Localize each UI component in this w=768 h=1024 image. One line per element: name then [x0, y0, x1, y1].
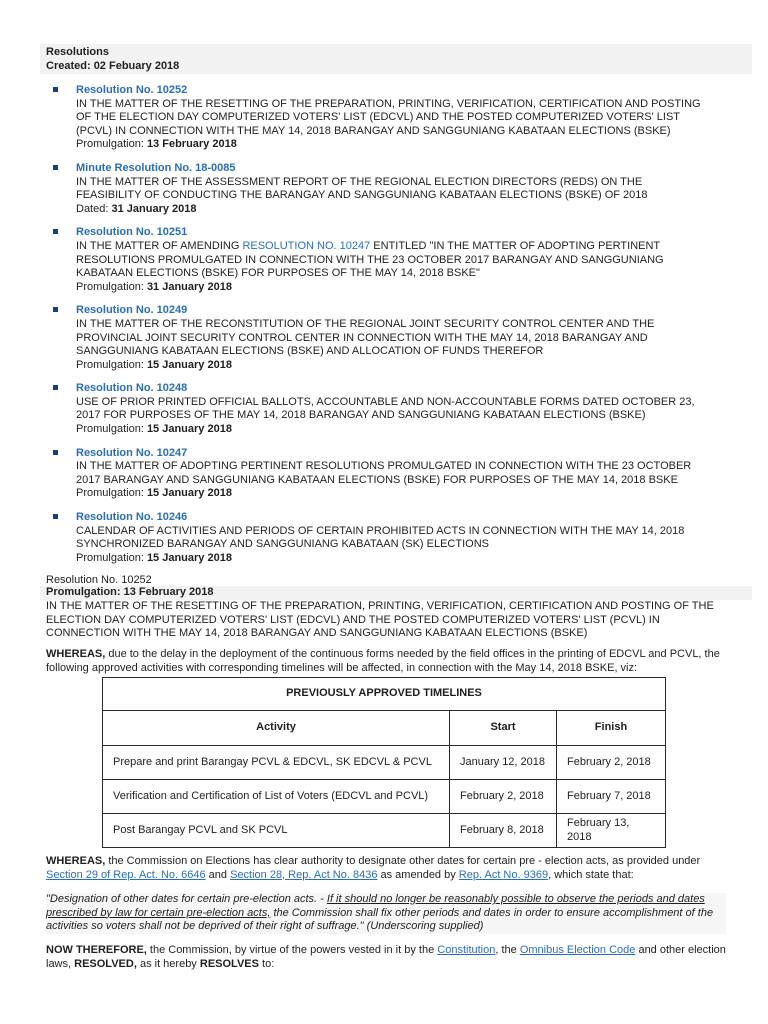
detail-title: IN THE MATTER OF THE RESETTING OF THE PREPARATION, PRINTING, VERIFICATION, CERTIFICATION AND POSTING OF THE ELECTION DAY COMPUTERIZED VOTERS' LIST (EDCVL) AND THE POSTED COMPUTERIZED VOTERS' LIST (PCVL) IN CONNECTION WITH THE MAY 14, 2018 BARANGAY AND SANGGUNIANG KABATAAN ELECTIONS (BSKE) [46, 600, 714, 640]
link-section-29-ra-6646[interactable]: Section 29 of Rep. Act. No. 6646 [46, 868, 206, 881]
whereas-paragraph-2: WHEREAS, the Commission on Elections has clear authority to designate other dates for certain pre - election acts, as provided under Section 29 of Rep. Act. No. 6646 and Section 28, Rep. Act No. 8436 as amended by Rep. Act No. 9369, which state that: [46, 855, 701, 881]
resolution-link-10247[interactable]: Resolution No. 10247 [76, 446, 188, 459]
table-row [103, 814, 666, 848]
resolution-date: 15 January 2018 [146, 358, 232, 371]
start-cell: January 12, 2018 [450, 746, 557, 780]
bullet-icon [53, 514, 58, 519]
created-line: Created: 02 Febuary 2018 [46, 60, 180, 72]
list-item: Resolution No. 10252 IN THE MATTER OF THE RESETTING OF THE PREPARATION, PRINTING, VERIFICATION, CERTIFICATION AND POSTING OF THE ELECTION DAY COMPUTERIZED VOTERS' LIST (EDCVL) AND THE POSTED COMPUTERIZED VOTERS' LIST (PCVL) IN CONNECTION WITH THE MAY 14, 2018 BARANGAY AND SANGGUNIANG KABATAAN ELECTIONS (BSKE) Promulgation: 13 February 2018 [0, 84, 768, 152]
resolution-date: 15 January 2018 [146, 487, 232, 500]
resolution-link-10246[interactable]: Resolution No. 10246 [76, 511, 188, 524]
finish-cell: February 13, 2018 [557, 814, 666, 848]
bullet-icon [53, 450, 58, 455]
resolution-link-10249[interactable]: Resolution No. 10249 [76, 304, 188, 317]
bullet-icon [53, 165, 58, 170]
link-ra-9369[interactable]: Rep. Act No. 9369 [458, 868, 549, 881]
timelines-table [102, 677, 666, 848]
list-item: Minute Resolution No. 18-0085 IN THE MATTER OF THE ASSESSMENT REPORT OF THE REGIONAL ELECTION DIRECTORS (REDS) ON THE FEASIBILITY OF CONDUCTING THE BARANGAY AND SANGGUNIANG KABATAAN ELECTIONS (BSKE) OF 2018 Dated: 31 January 2018 [0, 162, 768, 216]
list-item: Resolution No. 10247 IN THE MATTER OF ADOPTING PERTINENT RESOLUTIONS PROMULGATED IN CONNECTION WITH THE 23 OCTOBER 2017 BARANGAY AND SANGGUNIANG KABATAAN ELECTIONS (BSKE) FOR PURPOSES OF THE MAY 14, 2018 BSKE Promulgation: 15 January 2018 [0, 447, 768, 501]
resolution-date: 15 January 2018 [146, 551, 232, 564]
activity-cell: Prepare and print Barangay PCVL & EDCVL, SK EDCVL & PCVL [103, 746, 450, 780]
now-therefore-paragraph: NOW THEREFORE, the Commission, by virtue of the powers vested in it by the Constitution, the Omnibus Election Code and other election laws, RESOLVED, as it hereby RESOLVES to: [46, 944, 726, 970]
list-item: Resolution No. 10248 USE OF PRIOR PRINTED OFFICIAL BALLOTS, ACCOUNTABLE AND NON-ACCOUNTABLE FORMS DATED OCTOBER 23, 2017 FOR PURPOSES OF THE MAY 14, 2018 BARANGAY AND SANGGUNIANG KABATAAN ELECTIONS (BSKE) Promulgation: 15 January 2018 [0, 382, 768, 436]
table-row [103, 746, 666, 780]
resolution-link-10251[interactable]: Resolution No. 10251 [76, 226, 188, 239]
finish-cell: February 2, 2018 [557, 746, 666, 780]
bullet-icon [53, 87, 58, 92]
resolution-list [0, 84, 768, 575]
link-section-28-ra-8436[interactable]: Section 28, Rep. Act No. 8436 [230, 868, 378, 881]
resolution-text: USE OF PRIOR PRINTED OFFICIAL BALLOTS, ACCOUNTABLE AND NON-ACCOUNTABLE FORMS DATED OCTOBER 23, 2017 FOR PURPOSES OF THE MAY 14, 2018 BARANGAY AND SANGGUNIANG KABATAAN ELECTIONS (BSKE) [76, 395, 695, 422]
resolution-date: 15 January 2018 [146, 423, 232, 436]
inline-link-resolution-10247[interactable]: RESOLUTION NO. 10247 [242, 239, 371, 252]
detail-promulgation-bar [40, 586, 752, 600]
finish-cell: February 7, 2018 [557, 780, 666, 814]
column-header-start: Start [450, 711, 557, 746]
resolution-date: 13 February 2018 [146, 138, 237, 151]
list-item: Resolution No. 10251 IN THE MATTER OF AMENDING RESOLUTION NO. 10247 ENTITLED "IN THE MATTER OF ADOPTING PERTINENT RESOLUTIONS PROMULGATED IN CONNECTION WITH THE 23 OCTOBER 2017 BARANGAY AND SANGGUNIANG KABATAAN ELECTIONS (BSKE) FOR PURPOSES OF THE MAY 14, 2018 BSKE" Promulgation: 31 January 2018 [0, 226, 768, 294]
resolution-link-10248[interactable]: Resolution No. 10248 [76, 382, 188, 395]
resolution-text: CALENDAR OF ACTIVITIES AND PERIODS OF CERTAIN PROHIBITED ACTS IN CONNECTION WITH THE MAY 14, 2018 SYNCHRONIZED BARANGAY AND SANGGUNIANG KABATAAN (SK) ELECTIONS [76, 524, 685, 551]
resolution-text: IN THE MATTER OF AMENDING RESOLUTION NO. 10247 ENTITLED "IN THE MATTER OF ADOPTING PERTINENT RESOLUTIONS PROMULGATED IN CONNECTION WITH THE 23 OCTOBER 2017 BARANGAY AND SANGGUNIANG KABATAAN ELECTIONS (BSKE) FOR PURPOSES OF THE MAY 14, 2018 BSKE" [76, 239, 664, 280]
activity-cell: Post Barangay PCVL and SK PCVL [103, 814, 450, 848]
link-constitution[interactable]: Constitution [437, 944, 496, 956]
resolution-text: IN THE MATTER OF THE ASSESSMENT REPORT OF THE REGIONAL ELECTION DIRECTORS (REDS) ON THE FEASIBILITY OF CONDUCTING THE BARANGAY AND SANGGUNIANG KABATAAN ELECTIONS (BSKE) OF 2018 [76, 175, 648, 202]
whereas-paragraph-1: WHEREAS, due to the delay in the deployment of the continuous forms needed by the field offices in the printing of EDCVL and PCVL, the following approved activities with corresponding timelines will be affected, in connection with the May 14, 2018 BSKE, viz: [46, 648, 720, 674]
start-cell: February 2, 2018 [450, 780, 557, 814]
quoted-provision: "Designation of other dates for certain pre-election acts. - If it should no longer be reasonably possible to observe the periods and dates prescribed by law for certain pre-election acts, the Commission shall fix other periods and dates in order to ensure accomplishment of the activities so voters shall not be deprived of their right of suffrage." (Underscoring supplied) [46, 893, 726, 934]
resolution-text: IN THE MATTER OF ADOPTING PERTINENT RESOLUTIONS PROMULGATED IN CONNECTION WITH THE 23 OCTOBER 2017 BARANGAY AND SANGGUNIANG KABATAAN ELECTIONS (BSKE) FOR PURPOSES OF THE MAY 14, 2018 BSKE [76, 460, 692, 486]
column-header-finish: Finish [557, 711, 666, 746]
table-row [103, 780, 666, 814]
column-header-activity: Activity [103, 711, 450, 746]
resolution-link-18-0085[interactable]: Minute Resolution No. 18-0085 [76, 161, 236, 174]
resolution-link-10252[interactable]: Resolution No. 10252 [76, 84, 188, 96]
table-header-row [103, 711, 666, 746]
detail-promulgation: Promulgation: 13 February 2018 [46, 586, 214, 598]
resolution-text: IN THE MATTER OF THE RECONSTITUTION OF THE REGIONAL JOINT SECURITY CONTROL CENTER AND THE PROVINCIAL JOINT SECURITY CONTROL CENTER IN CONNECTION WITH THE MAY 14, 2018 BARANGAY AND SANGGUNIANG KABATAAN ELECTIONS (BSKE) AND ALLOCATION OF FUNDS THEREFOR [76, 317, 655, 358]
list-item: Resolution No. 10249 IN THE MATTER OF THE RECONSTITUTION OF THE REGIONAL JOINT SECURITY CONTROL CENTER AND THE PROVINCIAL JOINT SECURITY CONTROL CENTER IN CONNECTION WITH THE MAY 14, 2018 BARANGAY AND SANGGUNIANG KABATAAN ELECTIONS (BSKE) AND ALLOCATION OF FUNDS THEREFOR Promulgation: 15 January 2018 [0, 304, 768, 372]
bullet-icon [53, 385, 58, 390]
start-cell: February 8, 2018 [450, 814, 557, 848]
section-title: Resolutions [46, 46, 109, 58]
created-date: 02 Febuary 2018 [93, 60, 180, 72]
resolution-date: 31 January 2018 [111, 202, 197, 215]
activity-cell: Verification and Certification of List of Voters (EDCVL and PCVL) [103, 780, 450, 814]
bullet-icon [53, 229, 58, 234]
detail-resolution-number: Resolution No. 10252 [46, 574, 152, 586]
table-caption: PREVIOUSLY APPROVED TIMELINES [103, 678, 666, 711]
bullet-icon [53, 307, 58, 312]
resolutions-header [40, 44, 752, 74]
resolution-date: 31 January 2018 [146, 280, 232, 293]
link-omnibus-election-code[interactable]: Omnibus Election Code [519, 944, 636, 956]
resolution-text: IN THE MATTER OF THE RESETTING OF THE PREPARATION, PRINTING, VERIFICATION, CERTIFICATION AND POSTING OF THE ELECTION DAY COMPUTERIZED VOTERS' LIST (EDCVL) AND THE POSTED COMPUTERIZED VOTERS' LIST (PCVL) IN CONNECTION WITH THE MAY 14, 2018 BARANGAY AND SANGGUNIANG KABATAAN ELECTIONS (BSKE) [76, 97, 701, 137]
list-item: Resolution No. 10246 CALENDAR OF ACTIVITIES AND PERIODS OF CERTAIN PROHIBITED ACTS IN CONNECTION WITH THE MAY 14, 2018 SYNCHRONIZED BARANGAY AND SANGGUNIANG KABATAAN (SK) ELECTIONS Promulgation: 15 January 2018 [0, 511, 768, 565]
